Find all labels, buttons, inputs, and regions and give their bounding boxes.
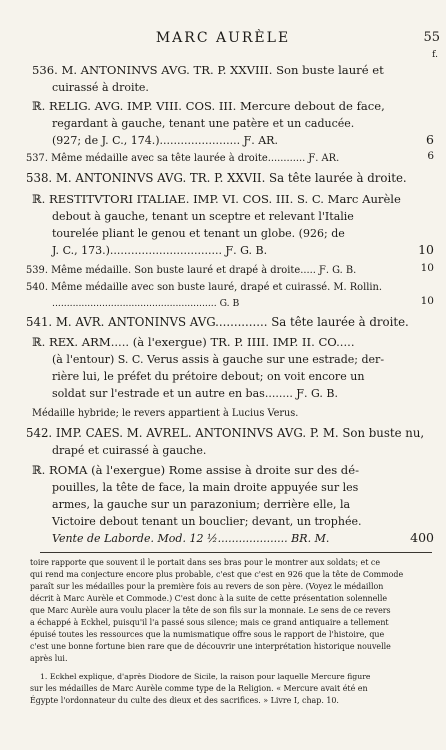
footnote-line: a échappé à Eckhel, puisqu'il l'a passé sous silence; mais ce grand antiquaire a tellement xyxy=(30,618,389,627)
entry-line: ℝ. RELIG. AVG. IMP. VIII. COS. III. Mercure debout de face, xyxy=(32,99,385,113)
entry-line: 537. Même médaille avec sa tête laurée à droite............ Ƒ. AR. xyxy=(26,153,340,164)
entry-line: regardant à gauche, tenant une patère et un caducée. xyxy=(52,117,355,130)
value-number: 10 xyxy=(418,242,434,257)
entry-line: ℝ. ROMA (à l'exergue) Rome assise à droite sur des dé- xyxy=(32,463,359,477)
entry-line: ........................................................ G. B xyxy=(52,298,240,309)
entry-line: (927; de J. C., 174.)....................... Ƒ. AR. xyxy=(52,134,278,147)
entry-line: ℝ. RESTITVTORI ITALIAE. IMP. VI. COS. III. S. C. Marc Aurèle xyxy=(32,192,401,206)
footnote-line: qui rend ma conjecture encore plus probable, c'est que c'est en 926 que la tête de Commode xyxy=(30,570,404,579)
signature-mark: f. xyxy=(432,50,438,60)
entry-line: ℝ. REX. ARM..... (à l'exergue) TR. P. IIII. IMP. II. CO..... xyxy=(32,335,355,349)
entry-line: 541. M. AVR. ANTONINVS AVG.............. Sa tête laurée à droite. xyxy=(26,315,409,329)
footnote-line: sur les médailles de Marc Aurèle comme type de la Religion. « Mercure avait été en xyxy=(30,684,368,693)
entry-line: rière lui, le préfet du prétoire debout; on voit encore un xyxy=(52,370,365,383)
entry-line: pouilles, la tête de face, la main droite appuyée sur les xyxy=(52,481,359,494)
footnote-line: Égypte l'ordonnateur du culte des dieux et des sacrifices. » Livre I, chap. 10. xyxy=(30,696,339,705)
entry-line: debout à gauche, tenant un sceptre et relevant l'Italie xyxy=(52,210,354,223)
footnote-line: après lui. xyxy=(30,654,68,663)
entry-line: 538. M. ANTONINVS AVG. TR. P. XXVII. Sa tête laurée à droite. xyxy=(26,171,407,185)
footnote-line: toire rapporte que souvent il le portait dans ses bras pour le montrer aux soldats; et ce xyxy=(30,558,381,567)
entry-line: 540. Même médaille avec son buste lauré, drapé et cuirassé. M. Rollin. xyxy=(26,282,383,293)
entry-line: J. C., 173.)................................ Ƒ. G. B. xyxy=(52,244,268,257)
value-number: 6 xyxy=(427,150,434,162)
entry-line: 536. M. ANTONINVS AVG. TR. P. XXVIII. Son buste lauré et xyxy=(32,63,384,77)
entry-line: Victoire debout tenant un bouclier; devant, un trophée. xyxy=(52,515,362,528)
footnote-line: épuisé toutes les ressources que la numismatique offre sous le rapport de l'histoire, que xyxy=(30,630,385,639)
value-number: 6 xyxy=(426,132,434,147)
entry-line: cuirassé à droite. xyxy=(52,81,149,94)
entry-line: tourelée pliant le genou et tenant un globe. (926; de xyxy=(52,227,345,240)
footnote-line: décrit à Marc Aurèle et Commode.) C'est donc à la suite de cette présentation solennelle xyxy=(30,594,388,603)
page-number: 55 xyxy=(423,30,440,45)
value-number: 400 xyxy=(410,530,434,545)
footnote-line: 1. Eckhel explique, d'après Diodore de Sicile, la raison pour laquelle Mercure figure xyxy=(40,672,371,681)
entry-line: Médaille hybride; le revers appartient à Lucius Verus. xyxy=(32,408,299,419)
entry-line: 542. IMP. CAES. M. AVREL. ANTONINVS AVG. P. M. Son buste nu, xyxy=(26,426,425,440)
value-number: 10 xyxy=(420,295,434,307)
entry-line: armes, la gauche sur un parazonium; derrière elle, la xyxy=(52,498,351,511)
footnote-line: paraît sur les médailles pour la première fois au revers de son père. (Voyez le médaillon xyxy=(30,582,384,591)
entry-line: soldat sur l'estrade et un autre en bas........ Ƒ. G. B. xyxy=(52,387,338,400)
footnote-line: que Marc Aurèle aura voulu placer la tête de son fils sur la monnaie. Le sens de ce revers xyxy=(30,606,391,615)
footnote-rule xyxy=(40,552,432,553)
footnote-line: c'est une bonne fortune bien rare que de découvrir une interprétation historique nouvelle xyxy=(30,642,391,651)
entry-line: drapé et cuirassé à gauche. xyxy=(52,444,207,457)
entry-line: Vente de Laborde. Mod. 12 ½.................... BR. M. xyxy=(52,532,330,545)
running-head: MARC AURÈLE xyxy=(155,30,291,46)
entry-line: (à l'entour) S. C. Verus assis à gauche sur une estrade; der- xyxy=(52,353,385,366)
entry-line: 539. Même médaille. Son buste lauré et drapé à droite..... Ƒ. G. B. xyxy=(26,265,357,276)
value-number: 10 xyxy=(420,262,434,274)
